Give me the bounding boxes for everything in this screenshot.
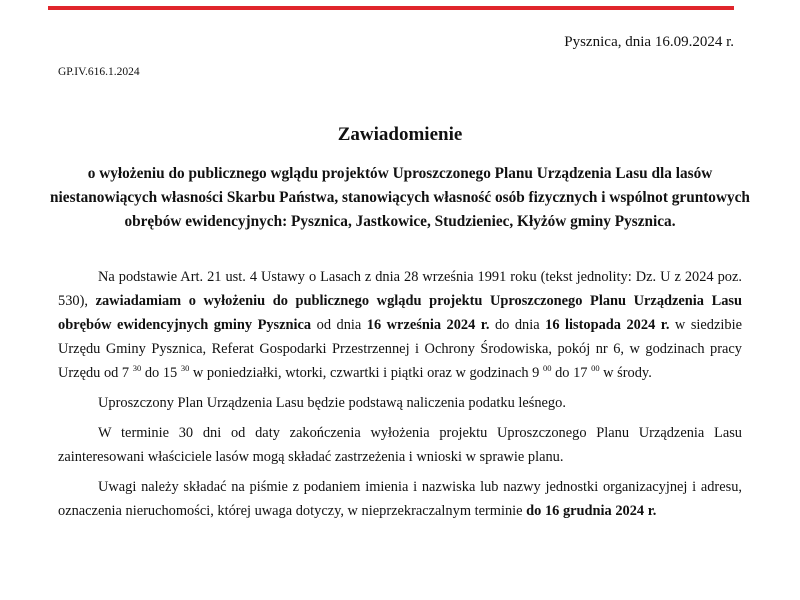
paragraph-tax-basis: Uproszczony Plan Urządzenia Lasu będzie podstawą naliczenia podatku leśnego. bbox=[98, 395, 566, 411]
top-red-rule bbox=[48, 6, 734, 10]
document-title: Zawiadomienie bbox=[337, 124, 463, 145]
reference-number: GP.IV.616.1.2024 bbox=[58, 66, 140, 78]
place-and-date: Pyszniса, dnia 16.09.2024 r. bbox=[564, 34, 734, 50]
document-body bbox=[58, 265, 742, 529]
paragraph-deadline: Uwagi należy składać na piśmie z podaniem imienia i nazwiska lub nazwy jednostki organizacyjnej i adresu, oznaczenia nieruchomości, której uwaga dotyczy, w nieprzekraczalnym terminie do 16 grudnia 2024 r. bbox=[58, 479, 742, 519]
paragraph-announcement: Na podstawie Art. 21 ust. 4 Ustawy o Lasach z dnia 28 września 1991 roku (tekst jednolity: Dz. U z 2024 poz. 530), zawiadamiam o wyłożeniu do publicznego wglądu projektu Uproszczonego Planu Urządzenia Lasu obrębów ewidencyjnych gminy Pysznica od dnia 16 września 2024 r. do dnia 16 listopada 2024 r. w siedzibie Urzędu Gminy Pysznica, Referat Gospodarki Przestrzennej i Ochrony Środowiska, pokój nr 6, w godzinach pracy Urzędu od 7 $^{30}$ do 15 $^{30}$ w poniedziałki, wtorki, czwartki i piątki oraz w godzinach 9 $^{00}$ do 17 $^{00}$ w środy. bbox=[58, 269, 742, 381]
paragraph-objections: W terminie 30 dni od daty zakończenia wyłożenia projektu Uproszczonego Planu Urządzenia Lasu zainteresowani właściciele lasów mogą składać zastrzeżenia i wnioski w sprawie planu. bbox=[58, 425, 742, 465]
document-subtitle: o wyłożeniu do publicznego wglądu projektów Uproszczonego Planu Urządzenia Lasu dla lasów niestanowiących własności Skarbu Państwa, stanowiących własność osób fizycznych i wspólnot gruntowych obrębów ewidencyjnych: Pysznica, Jastkowice, Studzieniec, Kłyżów gminy Pysznica. bbox=[50, 165, 750, 230]
